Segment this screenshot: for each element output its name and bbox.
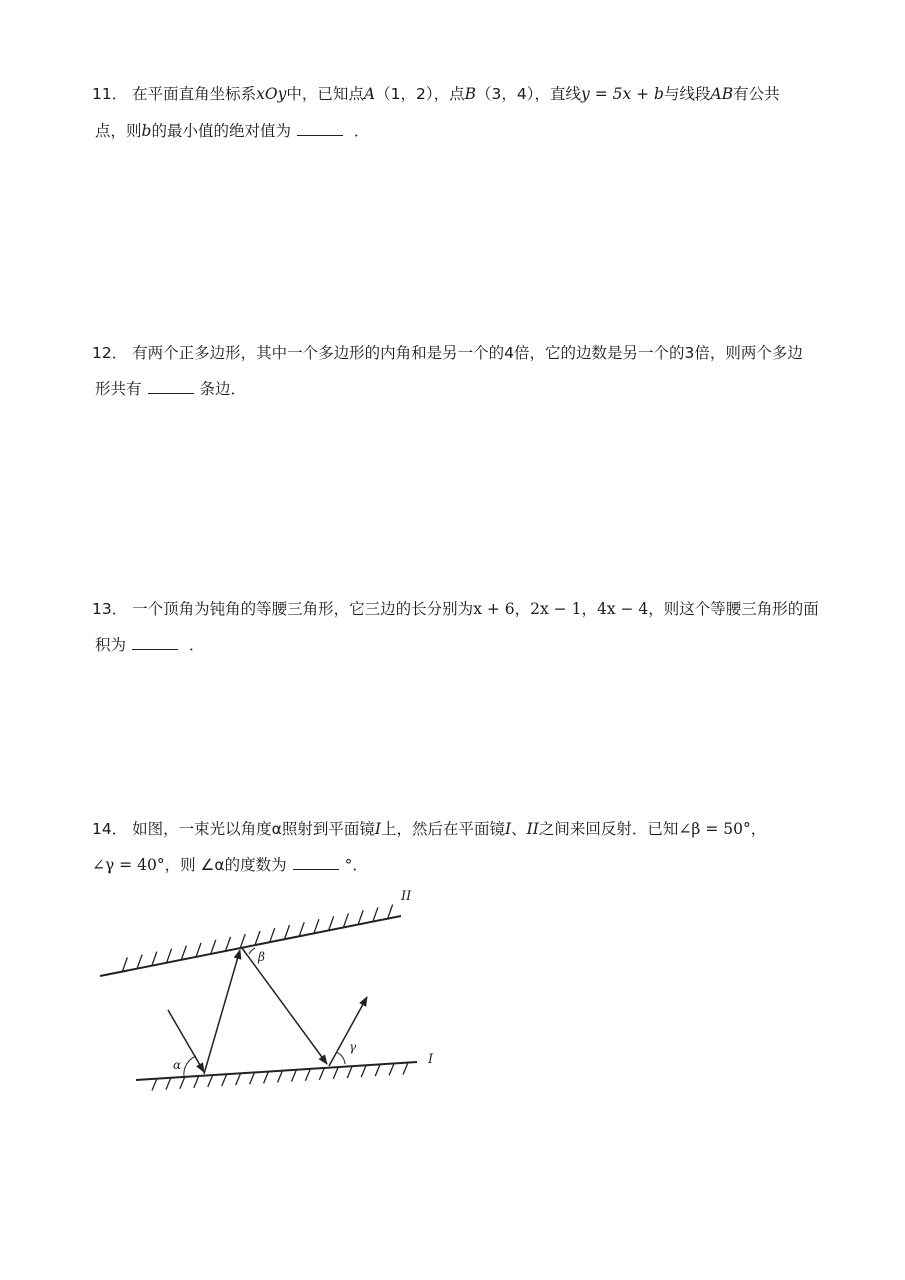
hatch-mark [167,949,172,963]
hatch-mark [222,1074,227,1086]
q13-text: 一个顶角为钝角的等腰三角形，它三边的长分别为 [132,600,474,618]
q11-line-equation: y = 5x + b [581,85,664,103]
hatch-mark [299,922,304,936]
q11-point-a: A [363,85,376,103]
q11-coords-b: （3，4） [476,85,535,103]
q11-line1 [92,83,780,105]
label-mirror-ii: II [401,889,412,904]
label-alpha: α [173,1058,182,1072]
alpha-arc [184,1056,196,1077]
hatch-mark [305,1069,310,1081]
hatch-mark [291,1070,296,1082]
q11-text: ，点 [433,85,465,103]
q11-var-b: b [141,122,152,140]
hatch-mark [361,1065,366,1077]
q14-mirror-i: I [505,820,512,838]
q11-text: 点，则 [95,122,142,140]
q12-number: 12． [92,344,128,362]
q14-gamma-equation: ∠γ = 40° [92,856,165,874]
q14-text: ，则 ∠α的度数为 [164,856,287,874]
hatch-mark [278,1071,283,1083]
hatch-mark [194,1076,199,1088]
q13-side3: 4x − 4 [596,600,649,618]
ray-to-mirror-i [242,948,327,1064]
hatch-mark [137,955,142,969]
q12-line1 [92,342,803,364]
hatch-mark [211,940,216,954]
q11-text: 在平面直角坐标系 [132,85,257,103]
q11-text: 有公共 [733,85,780,103]
hatch-mark [166,1078,171,1090]
hatch-mark [152,952,157,966]
hatch-mark [196,943,201,957]
hatch-mark [284,925,289,939]
hatch-mark [152,1079,157,1091]
hatch-mark [343,913,348,927]
hatch-mark [314,919,319,933]
hatch-mark [255,931,260,945]
hatch-mark [208,1075,213,1087]
q12-answer-blank[interactable] [148,379,194,394]
q14-mirror-ii: II [526,820,539,838]
hatch-mark [358,910,363,924]
mirror-reflection-figure [95,880,455,1100]
q11-coords-a: （1，2） [375,85,434,103]
hatch-mark [319,1068,324,1080]
hatch-mark [373,907,378,921]
q11-point-b: B [464,85,477,103]
q14-text: 之间来回反射．已知 [538,820,679,838]
q11-text: ． [348,122,370,140]
hatch-mark [240,934,245,948]
q13-side2: 2x − 1 [530,600,582,618]
q14-line1 [92,818,766,840]
q14-separator: 、 [511,820,527,838]
beta-arc [249,948,255,954]
q11-segment: AB [710,85,734,103]
q14-text: ， [750,820,767,838]
q11-text: ，直线 [534,85,582,103]
q14-line2 [92,854,368,876]
label-beta: β [258,950,265,964]
outgoing-ray [329,997,367,1066]
q14-answer-blank[interactable] [293,855,339,870]
q14-beta-equation: ∠β = 50° [678,820,751,838]
q11-text: 与线段 [663,85,711,103]
q14-text: 上，然后在平面镜 [381,820,506,838]
q11-text: 中，已知点 [286,85,364,103]
hatch-mark [329,916,334,930]
hatch-mark [403,1062,408,1074]
hatch-mark [122,958,127,972]
q12-text: 条边． [199,380,247,398]
label-gamma: γ [349,1040,357,1054]
q12-line2 [95,378,246,400]
q13-separator: ， [581,600,597,618]
hatch-mark [375,1064,380,1076]
q11-number: 11． [92,85,128,103]
q14-text: 如图，一束光以角度α照射到平面镜 [132,820,375,838]
q13-text: ． [184,636,205,654]
hatch-mark [264,1071,269,1083]
q11-line2 [95,120,369,142]
q13-line2 [95,634,204,656]
q13-answer-blank[interactable] [132,635,178,650]
q13-separator: ， [514,600,531,618]
label-mirror-i: I [428,1052,434,1067]
hatch-mark [236,1073,241,1085]
q13-side1: x + 6 [473,600,515,618]
q12-text: 有两个正多边形，其中一个多边形的内角和是另一个的4倍，它的边数是另一个的3倍，则两个多边 [132,344,803,362]
q11-text: 的最小值的绝对值为 [151,122,291,140]
q13-text: 积为 [95,636,127,654]
q13-line1 [92,598,819,620]
hatch-mark [180,1077,185,1089]
q13-text: ，则这个等腰三角形的面 [648,600,819,618]
hatch-mark [226,937,231,951]
q11-coord-system: xOy [256,85,287,103]
hatch-mark [389,1063,394,1075]
hatch-mark [347,1066,352,1078]
hatch-mark [250,1072,255,1084]
mirror-ii [100,916,401,976]
q14-mirror-i: I [374,820,382,838]
gamma-arc [336,1052,345,1064]
hatch-mark [181,946,186,960]
hatch-mark [388,904,393,918]
q13-number: 13． [92,600,128,618]
hatch-mark [270,928,275,942]
ray-to-mirror-ii [204,950,240,1074]
q12-text: 形共有 [95,380,142,398]
hatch-mark [333,1067,338,1079]
q11-answer-blank[interactable] [297,121,343,136]
q14-text: °． [344,856,368,874]
q14-number: 14． [92,820,128,838]
